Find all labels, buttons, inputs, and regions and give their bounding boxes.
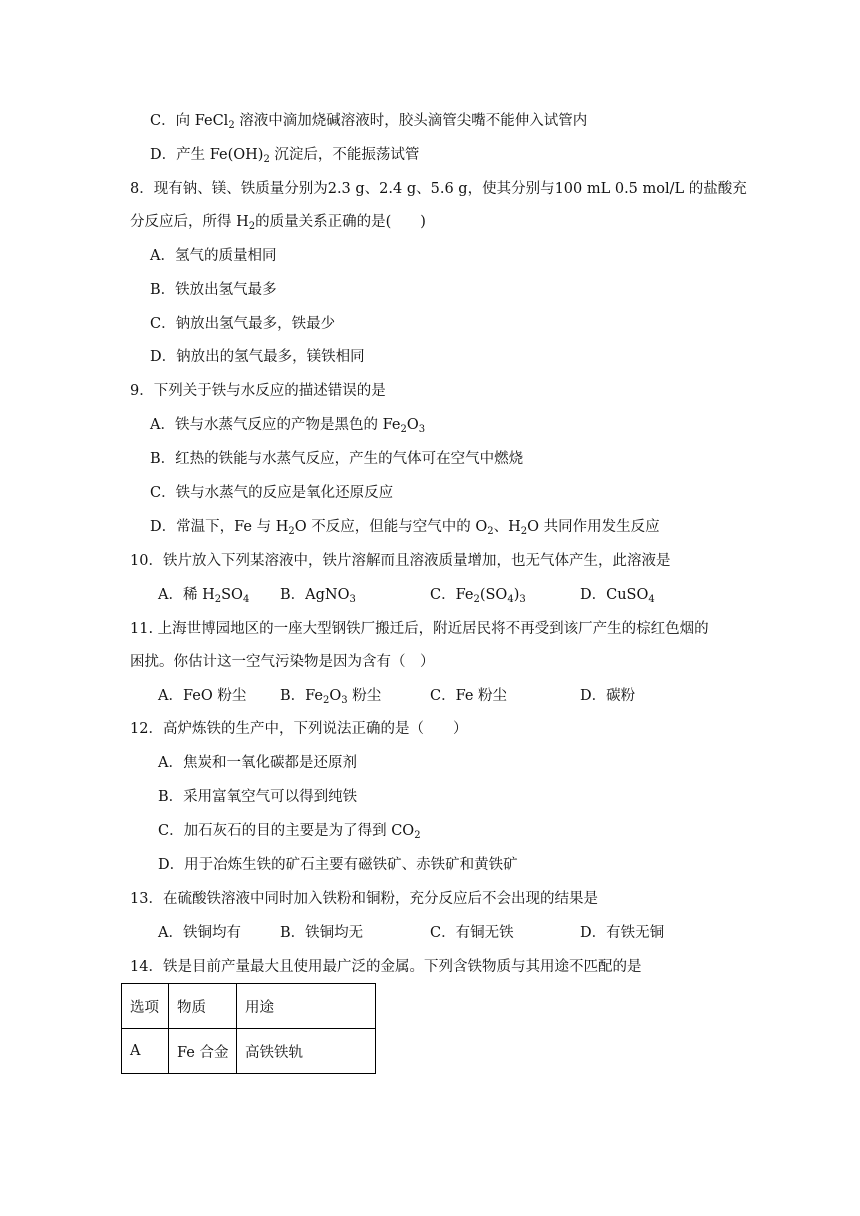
q11-option-a: A．FeO 粉尘	[158, 688, 247, 704]
q13-option-a: A．铁铜均有	[158, 925, 241, 941]
q9-option-c: C．铁与水蒸气的反应是氧化还原反应	[150, 485, 394, 501]
q9-option-a: A．铁与水蒸气反应的产物是黑色的 $Fe_2O_3$	[150, 417, 426, 435]
q8-option-a: A．氢气的质量相同	[150, 248, 277, 264]
q13-option-b: B．铁铜均无	[280, 925, 364, 941]
q12-stem: 12．高炉炼铁的生产中，下列说法正确的是（ ）	[130, 721, 468, 737]
q11-stem-line1: 11. 上海世博园地区的一座大型钢铁厂搬迁后，附近居民将不再受到该厂产生的棕红色烟的	[130, 621, 709, 637]
q10-option-c: C．$Fe_2(SO_4)_3$	[430, 587, 526, 605]
q10-option-b: B．AgNO$_3$	[280, 587, 356, 605]
table-header-cell: 物质	[169, 984, 237, 1029]
q10-stem: 10．铁片放入下列某溶液中，铁片溶解而且溶液质量增加，也无气体产生，此溶液是	[130, 553, 671, 569]
q10-option-d: D．CuSO$_4$	[580, 587, 655, 605]
q14-stem: 14．铁是目前产量最大且使用最广泛的金属。下列含铁物质与其用途不匹配的是	[130, 959, 642, 975]
q8-option-c: C．钠放出氢气最多，铁最少	[150, 316, 336, 332]
q12-option-a: A．焦炭和一氧化碳都是还原剂	[158, 755, 357, 771]
q13-option-d: D．有铁无铜	[580, 925, 665, 941]
q8-option-d: D．钠放出的氢气最多，镁铁相同	[150, 349, 365, 365]
q9-option-d: D．常温下，Fe 与 $H_2O$ 不反应，但能与空气中的 $O_2$、$H_2O$ 共同作用发生反应	[150, 519, 660, 537]
q13-stem: 13．在硫酸铁溶液中同时加入铁粉和铜粉，充分反应后不会出现的结果是	[130, 891, 598, 907]
q14-table	[121, 983, 376, 1074]
q9-option-b: B．红热的铁能与水蒸气反应，产生的气体可在空气中燃烧	[150, 451, 524, 467]
q11-stem-line2: 困扰。你估计这一空气污染物是因为含有（ ）	[130, 654, 435, 670]
q7-option-d: D．产生 $Fe(OH)_2$ 沉淀后，不能振荡试管	[150, 147, 420, 165]
q8-stem-line1: 8．现有钠、镁、铁质量分别为2.3 g、2.4 g、5.6 g，使其分别与100 mL 0.5 mol/L 的盐酸充	[130, 181, 747, 197]
q11-option-b: B．$Fe_2O_3$ 粉尘	[280, 688, 382, 706]
table-cell: 高铁铁轨	[237, 1029, 376, 1074]
q10-option-a: A．稀 $H_2SO_4$	[158, 587, 250, 605]
q7-option-c: C．向 FeCl$_2$ 溶液中滴加烧碱溶液时，胶头滴管尖嘴不能伸入试管内	[150, 113, 588, 131]
q12-option-b: B．采用富氧空气可以得到纯铁	[158, 789, 358, 805]
q11-option-c: C．Fe 粉尘	[430, 688, 508, 704]
table-header-row	[122, 984, 376, 1029]
q12-option-d: D．用于冶炼生铁的矿石主要有磁铁矿、赤铁矿和黄铁矿	[158, 857, 518, 873]
q8-stem-line2: 分反应后，所得 $H_2$的质量关系正确的是( )	[130, 214, 426, 232]
q13-option-c: C．有铜无铁	[430, 925, 514, 941]
q8-option-b: B．铁放出氢气最多	[150, 282, 277, 298]
table-cell: Fe 合金	[169, 1029, 237, 1074]
table-header-cell: 用途	[237, 984, 376, 1029]
table-cell: A	[122, 1029, 169, 1074]
table-row	[122, 1029, 376, 1074]
q12-option-c: C．加石灰石的目的主要是为了得到 $CO_2$	[158, 823, 421, 841]
q11-option-d: D．碳粉	[580, 688, 636, 704]
table-header-cell: 选项	[122, 984, 169, 1029]
q9-stem: 9．下列关于铁与水反应的描述错误的是	[130, 383, 386, 399]
